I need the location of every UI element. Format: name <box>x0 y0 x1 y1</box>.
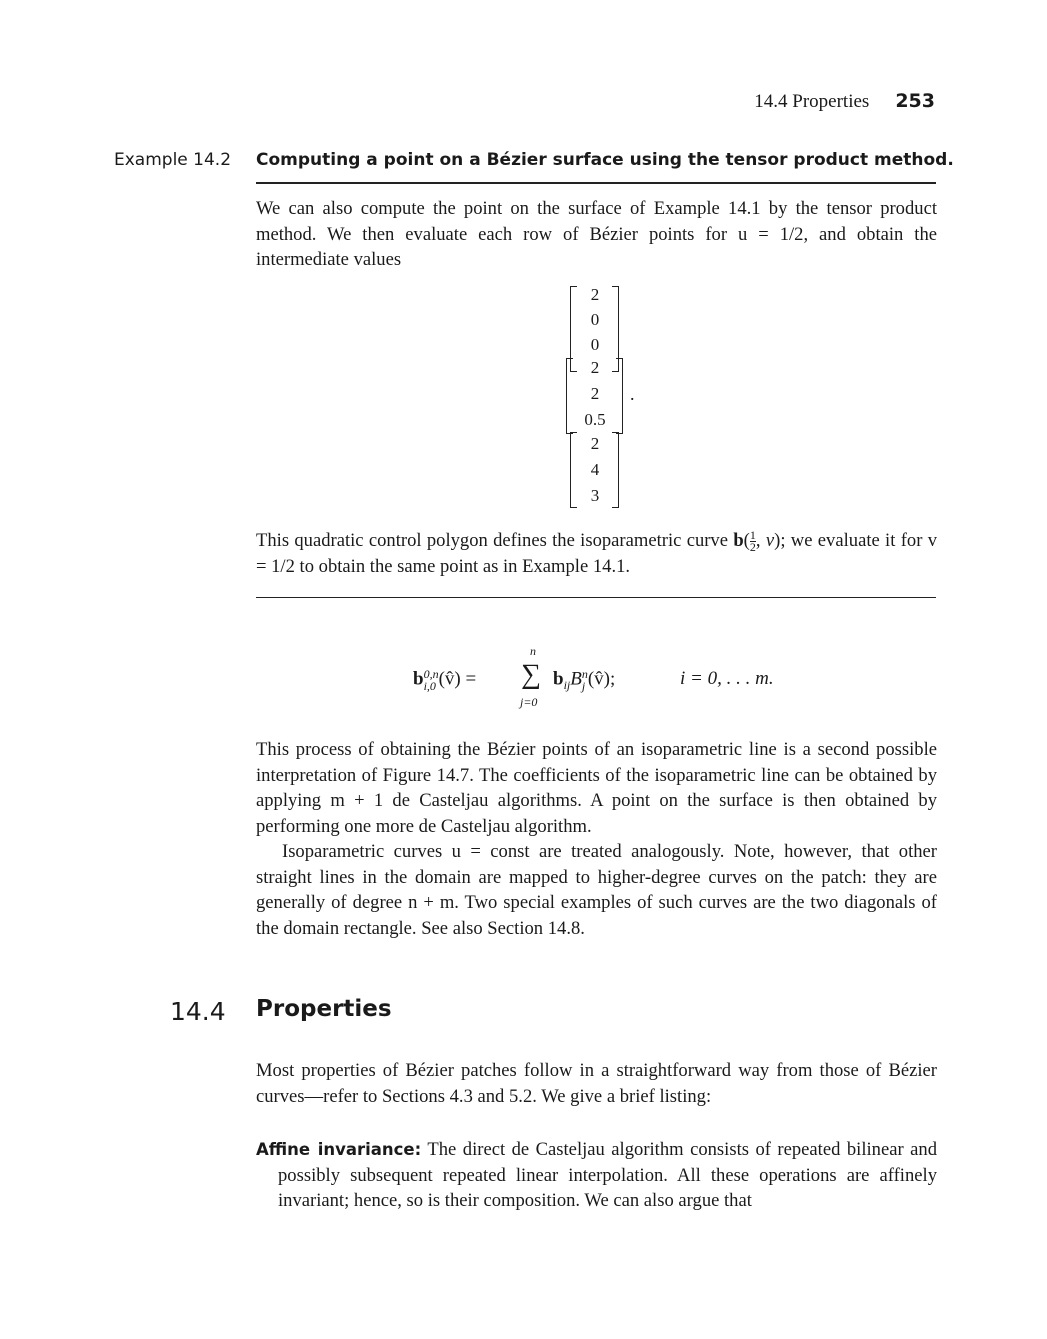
section-title: Properties <box>256 996 392 1022</box>
vector-2-right-bracket <box>616 358 623 434</box>
vector-2-entry: 0.5 <box>584 410 606 429</box>
example-top-rule <box>256 182 936 184</box>
vector-1-entry: 0 <box>590 310 600 329</box>
running-head <box>754 90 935 113</box>
body-text <box>256 737 937 941</box>
running-head-section: 14.4 Properties <box>754 91 870 112</box>
property-term: Affine invariance: <box>256 1140 422 1159</box>
equation-rhs: $b_{ij}B$ n j (v̂); <box>553 667 616 693</box>
vector-2-entry: 2 <box>590 384 600 403</box>
equation-lhs: b 0,n i,0 (v̂) = <box>413 667 477 693</box>
example-intro: We can also compute the point on the surface of Example 14.1 by the tensor product method. We then evaluate each row of Bézier points for u = 1/2, and obtain the intermediate values <box>256 198 937 270</box>
vector-3-entry: 3 <box>590 486 600 505</box>
property-text: The direct de Casteljau algorithm consists of repeated bilinear and possibly subsequent repeated linear interpolation. All these operations are affinely invariant; hence, so is their composition. We can also argue that <box>278 1139 937 1211</box>
vector-3-entry: 2 <box>590 434 600 453</box>
example-closing: This quadratic control polygon defines the isoparametric curve b( $\frac{1}{2}$ , v); we evaluate it for v = 1/2 to obtain the same point as in Example 14.1. <box>256 528 938 577</box>
example-bottom-rule <box>256 597 936 598</box>
example-label: Example 14.2 <box>114 150 232 170</box>
sum-symbol: ∑ <box>521 659 541 690</box>
vector-3-entry: 4 <box>590 460 600 479</box>
vector-3-right-bracket <box>612 432 619 508</box>
sum-upper-limit: n <box>530 644 536 658</box>
paragraph: This process of obtaining the Bézier points of an isoparametric line is a second possible interpretation of Figure 14.7. The coefficients of the isoparametric line can be obtained by applying m + 1 de Casteljau algorithms. A point on the surface is then obtained by performing one more de Casteljau algorithm. <box>256 739 937 837</box>
vector-1-entry: 2 <box>590 285 600 304</box>
vector-2-left-bracket <box>566 358 573 434</box>
vector-1-entry: 0 <box>590 335 600 354</box>
property-item-affine-invariance <box>256 1137 937 1214</box>
section-number: 14.4 <box>170 997 226 1026</box>
paragraph: Isoparametric curves u = const are treated analogously. Note, however, that other straight lines in the domain are mapped to higher-degree curves on the patch: they are generally of degree n + m. Two special examples of such curves are the two diagonals of the domain rectangle. See also Section 14.8. <box>256 841 937 939</box>
page-number: 253 <box>895 90 935 112</box>
vector-period: . <box>630 384 635 404</box>
equation-range: i = 0, . . . m. <box>680 668 774 689</box>
vector-2-entry: 2 <box>590 358 600 377</box>
sum-lower-limit: j=0 <box>520 695 538 709</box>
vector-3-left-bracket <box>570 432 577 508</box>
section-intro: Most properties of Bézier patches follow in a straightforward way from those of Bézier curves—refer to Sections 4.3 and 5.2. We give a brief listing: <box>256 1060 937 1107</box>
example-title: Computing a point on a Bézier surface using the tensor product method. <box>256 150 954 170</box>
